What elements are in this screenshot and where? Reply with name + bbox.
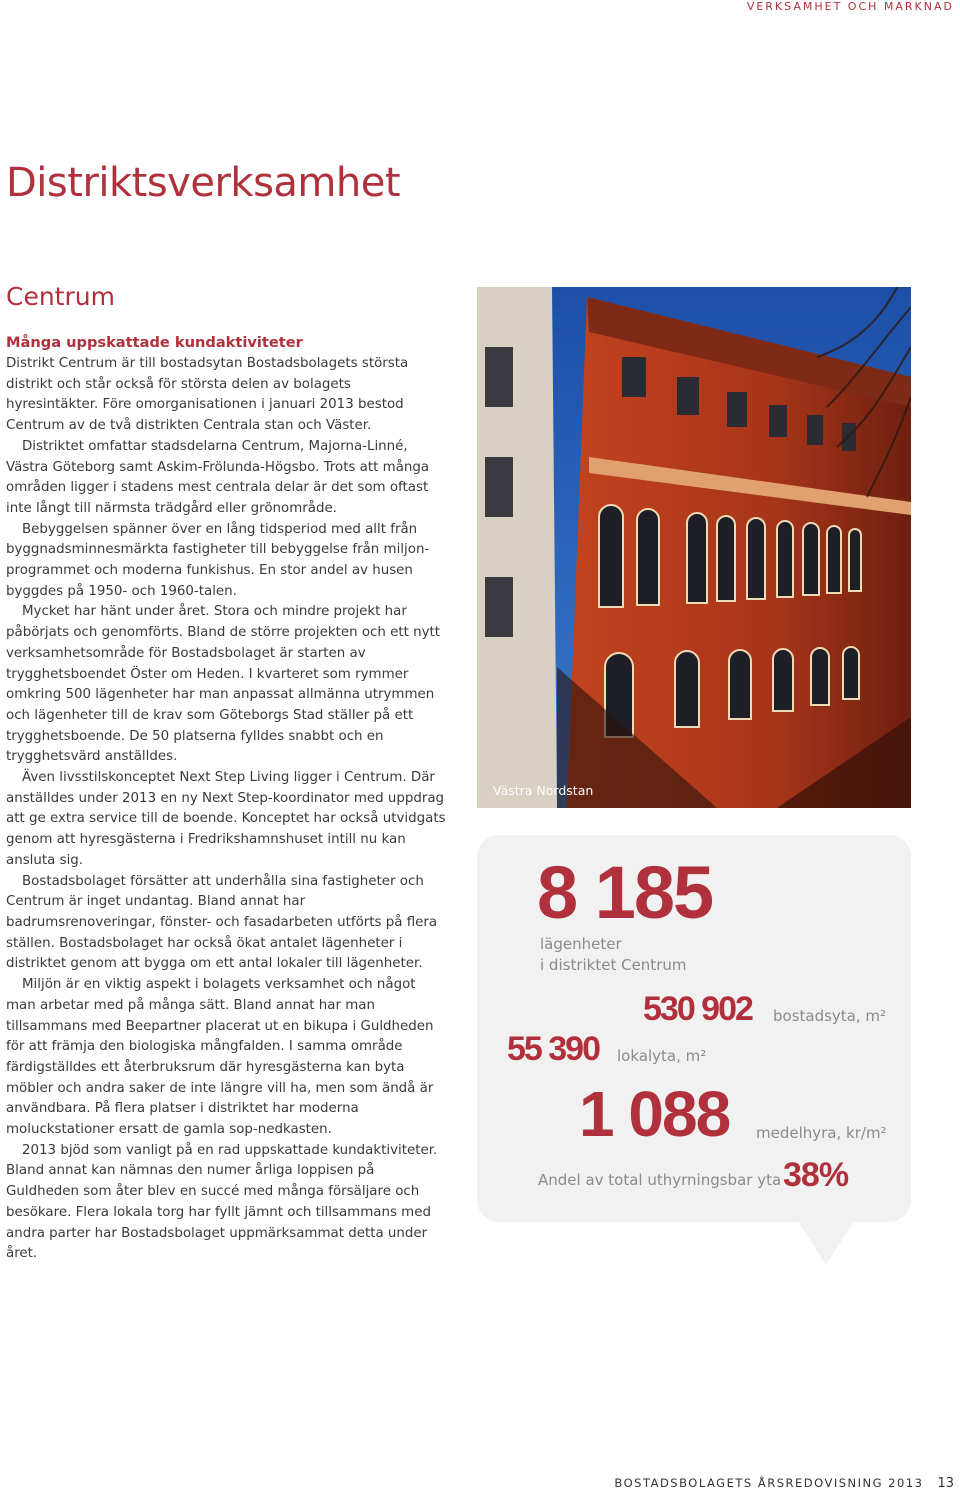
subheading: Många uppskattade kundaktiviteter <box>6 334 303 351</box>
average-rent-value: 1 088 <box>579 1078 730 1150</box>
page-title: Distriktsverksamhet <box>6 160 401 206</box>
key-facts-box <box>477 835 911 1222</box>
body-text-column <box>6 332 446 1265</box>
page-number: 13 <box>937 1476 954 1491</box>
paragraph: Även livsstilskonceptet Next Step Living ligger i Centrum. Där anställdes under 2013 en ny Next Step-koordinator med uppdrag att ge extra service till de boende. Konceptet har också utvidgats genom att hyresgästerna i Fredrikshamnshuset intill nu kan ansluta sig. <box>6 770 446 868</box>
paragraph: Distrikt Centrum är till bostadsytan Bostadsbolagets största distrikt och står också för största delen av bolagets hyresintäkter. Före omorganisationen i januari 2013 bestod Centrum av de två distrikten Centrala stan och Väster. <box>6 356 409 434</box>
share-label: Andel av total uthyrningsbar yta <box>538 1171 782 1189</box>
building-photo <box>477 287 911 808</box>
apartments-value: 8 185 <box>537 851 713 934</box>
residential-area-label: bostadsyta, m² <box>773 1007 887 1025</box>
page-footer <box>614 1476 954 1491</box>
commercial-area-value: 55 390 <box>507 1030 599 1068</box>
commercial-area-label: lokalyta, m² <box>617 1047 707 1065</box>
paragraph: Bostadsbolaget försätter att underhålla sina fastigheter och Centrum är inget undantag. Bland annat har badrumsrenoveringar, fönster- och fasadarbeten utförts på flera ställen. Bostadsbolaget har också ökat antalet lägenheter i distriktet genom att bygga om ett antal lokaler till lägenheter. <box>6 873 438 972</box>
section-title: Centrum <box>6 282 115 311</box>
apartments-label-2: i distriktet Centrum <box>540 956 687 974</box>
share-value: 38% <box>783 1156 849 1194</box>
average-rent-label: medelhyra, kr/m² <box>756 1124 887 1142</box>
paragraph: Miljön är en viktig aspekt i bolagets verksamhet och något man arbetar med på många sätt. Bland annat har man tillsammans med Beepartner placerat ut en bikupa i Guldheden för att främja den biologiska mångfalden. I samma område färdigställdes ett återbruksrum där hyresgästerna kan byta möbler och andra saker de inte längre vill ha, men som ändå är användbara. På flera platser i distriktet har moderna moluckstationer ersatt de gamla sop-nedkasten. <box>6 977 434 1138</box>
brick-building-illustration <box>477 287 911 808</box>
paragraph: 2013 bjöd som vanligt på en rad uppskattade kundaktiviteter. Bland annat kan nämnas den numer årliga loppisen på Guldheden som åter blev en succé med många försäljare och besökare. Flera lokala torg har fyllt jämnt och tillsammans med andra parter har Bostadsbolaget uppmärksammat detta under året. <box>6 1142 438 1262</box>
paragraph: Bebyggelsen spänner över en lång tidsperiod med allt från byggnadsminnesmärkta fastigheter till bebyggelse från miljon-programmet och moderna funkishus. En stor andel av husen byggdes på 1950- och 1960-talen. <box>6 521 430 599</box>
residential-area-value: 530 902 <box>643 990 752 1028</box>
photo-caption: Västra Nordstan <box>493 783 594 798</box>
publication-name: BOSTADSBOLAGETS ÅRSREDOVISNING 2013 <box>614 1476 924 1490</box>
paragraph: Mycket har hänt under året. Stora och mindre projekt har påbörjats och genomförts. Bland de större projekten och ett nytt verksamhetsområde för Bostadsbolaget är starten av trygghetsboendet Öster om Heden. I kvarteret som rymmer omkring 500 lägenheter har man anpassat allmänna utrymmen och lägenheter till de krav som Göteborgs Stad ställer på ett trygghetsboende. De 50 platserna fylldes snabbt och en trygghetsvärd anställdes. <box>6 604 441 765</box>
facts-box-pointer <box>798 1221 854 1265</box>
running-head: VERKSAMHET OCH MARKNAD <box>746 0 954 13</box>
apartments-label-1: lägenheter <box>540 935 622 953</box>
paragraph: Distriktet omfattar stadsdelarna Centrum, Majorna-Linné, Västra Göteborg samt Askim-Frölunda-Högsbo. Trots att många områden ligger i stadens mest centrala delar är det som oftast inte långt till närmsta trädgård eller grönområde. <box>6 438 430 516</box>
